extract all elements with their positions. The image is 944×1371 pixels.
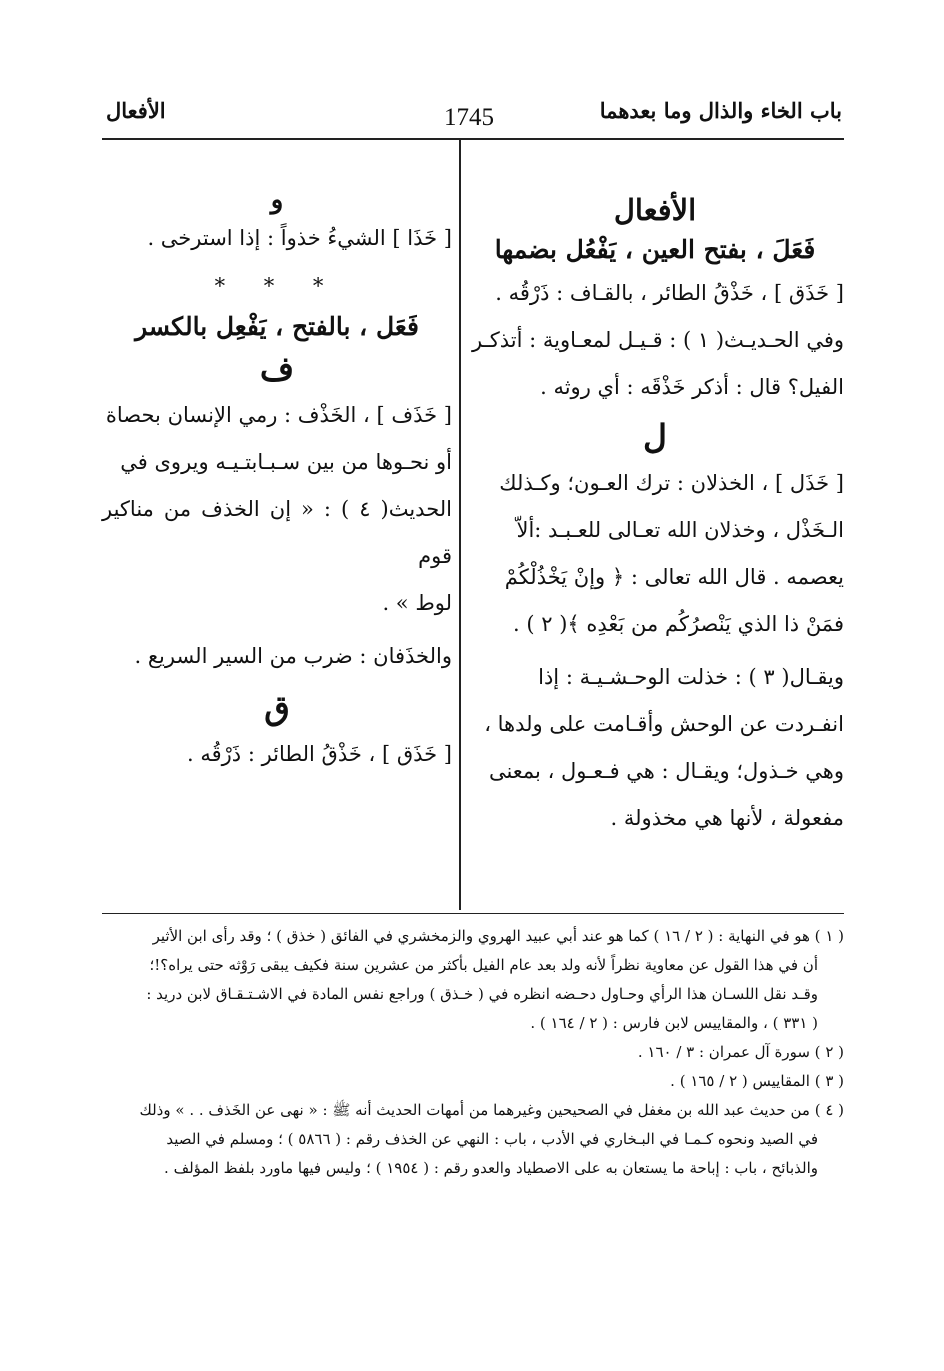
footnote-4 [102,1096,844,1183]
entry-wahsh-line: انفـردت عن الوحش وأقـامت على ولدها ، [484,712,844,736]
footnote-1 [102,922,844,1038]
entry-wahsh-line: ويقـال( ٣ ) : خذلت الوحـشـيـة : إذا [538,665,844,689]
footnote-3: ( ٣ ) المقاييس ( ٢ / ١٦٥ ) . [670,1072,844,1090]
letter-heading-waw: و [270,185,284,215]
page-number: 1745 [444,104,494,131]
entry-khadhal-line: الـخَذْل ، وخذلان الله تعـالى للعـبـد :ألاّ [516,518,844,542]
footnote-2: ( ٢ ) سورة آل عمران : ٣ / ١٦٠ . [637,1043,844,1061]
footnote-line: والذبائح ، باب : إباحة ما يستعان به على الاصطياد والعدو رقم : ( ١٩٥٤ ) ؛ وليس فيها ماورد بلفظ المؤلف . [164,1159,818,1177]
hadith-line: الفيل؟ قال : أذكر خَذْقَه : أي روثه . [540,375,844,399]
letter-heading-fa: ف [259,349,295,388]
running-header-chapter: باب الخاء والذال وما بعدهما [599,98,842,123]
section-separator-stars: * * * [214,274,340,298]
subsection-title: فَعَلَ ، بفتح العين ، يَفْعُل بضمها [494,235,816,264]
section-title: الأفعال [613,193,697,227]
entry-wahsh-line: مفعولة ، لأنها هي مخذولة . [610,806,844,830]
entry-khadhal-line: يعصمه . قال الله تعالى : ﴿ وإنْ يَخْذُلْكُمْ [504,565,844,589]
entry-khadhf-line: الحديث( ٤ ) : « إن الخذف من مناكير قوم [102,497,452,568]
footnote-line: ( ٣٣١ ) ، والمقاييس لابن فارس : ( ٢ / ١٦٤ ) . [530,1014,818,1032]
left-column [102,185,452,778]
entry-khadhf-line: أو نحـوها من بين سـبـابتـيـه ويروى في [120,450,452,474]
entry-khadha: [ خَذَا ] الشيءُ خذواً : إذا استرخى . [147,226,452,250]
footnote-line: ( ٤ ) من حديث عبد الله بن مغفل في الصحيحين وغيرهما من أمهات الحديث أنه ﷺ : « نهى عن الخَذف . . » وذلك [139,1101,844,1119]
header-rule [102,138,844,140]
footnote-line: أن في هذا القول عن معاوية نظراً لأنه ولد بعد عام الفيل بأكثر من عشرين سنة فكيف يبقى رَوْثه حتى يراه؟!؛ [149,956,818,974]
entry-khadhf-line: [ خَذَف ] ، الخَذْف : رمي الإنسان بحصاة [105,403,452,427]
entry-khadhaq-left: [ خَذَق ] ، خَذْقُ الطائر : ذَرْقُه . [187,742,452,766]
subsection-title: فَعَل ، بالفتح ، يَفْعِل بالكسر [135,312,419,341]
entry-khadhaq: [ خَذَق ] ، خَذْقُ الطائر ، بالقـاف : ذَرْقُه . [495,281,844,305]
footnote-line: في الصيد ونحوه كـمـا في البـخاري في الأدب ، باب : النهي عن الخذف رقم : ( ٥٨٦٦ ) ؛ ومسلم في الصيد [166,1130,818,1148]
footnote-rule [102,913,844,914]
footnote-line: وقـد نقل اللسـان هذا الرأي وحـاول دحـضه انظره في ( خـذق ) وراجع نفس المادة في الاشـتـقـاق لابن دريد : [146,985,818,1003]
footnote-line: ( ١ ) هو في النهاية : ( ٢ / ١٦ ) كما هو عند أبي عبيد الهروي والزمخشري في الفائق ( خذق ) ؛ وقد رأى ابن الأثير [152,927,844,945]
right-column [466,185,844,842]
hadith-line: وفي الحـديـث( ١ ) : قـيـل لمعـاوية : أتذكـر [472,328,844,352]
letter-heading-lam: ل [643,417,667,456]
footnotes [102,922,844,1183]
entry-khadhal-line: [ خَذَل ] ، الخذلان : ترك العـون؛ وكـذلك [499,471,844,495]
column-divider [459,140,461,910]
entry-khadhal-line: فمَنْ ذا الذي يَنْصرُكُم من بَعْدِه ﴾( ٢ ) . [513,612,844,636]
entry-khadhafan: والخذَفان : ضرب من السير السريع . [134,644,452,668]
running-header-section: الأفعال [106,98,166,123]
entry-wahsh-line: وهي خـذول؛ ويقـال : هي فـعـول ، بمعنى [488,759,844,783]
letter-heading-qaf: ق [264,688,290,727]
entry-khadhf-line: لوط » . [382,591,452,615]
